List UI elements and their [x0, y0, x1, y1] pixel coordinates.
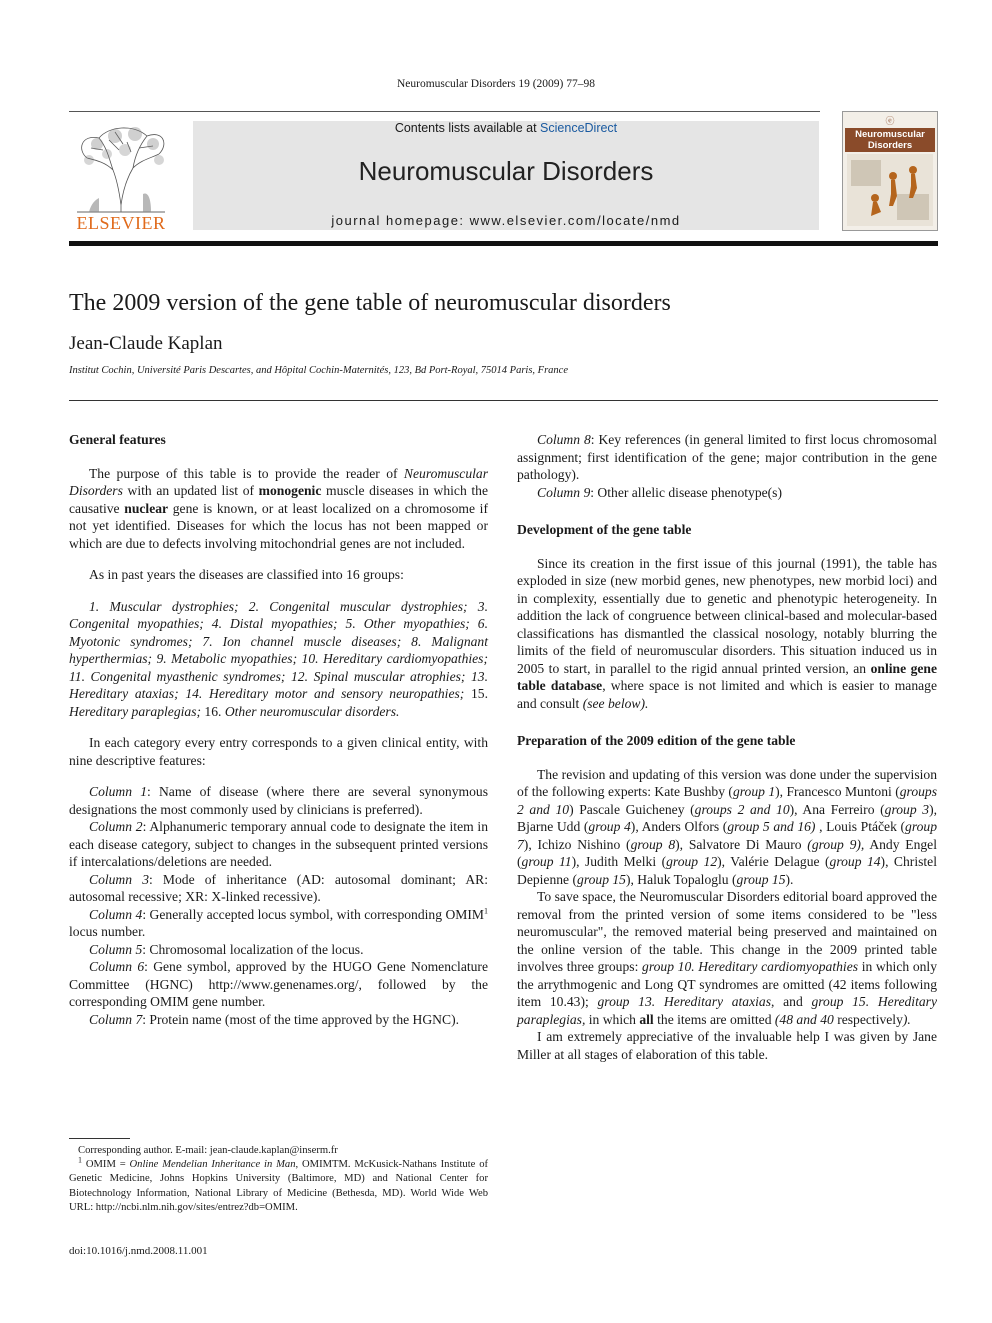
banner-top-rule [69, 111, 820, 112]
column-3-description: Column 3: Mode of inheritance (AD: autosomal dominant; AR: autosomal recessive; XR: X-linked recessive). [69, 871, 489, 904]
running-head: Neuromuscular Disorders 19 (2009) 77–98 [396, 78, 595, 90]
column-9-description: Column 9: Other allelic disease phenotype(s) [537, 484, 783, 500]
journal-title: Neuromuscular Disorders [358, 156, 654, 186]
cover-title-line1: Neuromuscular [855, 129, 925, 140]
paragraph-purpose: The purpose of this table is to provide the reader of Neuromuscular Disorders with an updated list of monogenic muscle diseases in which the causative nuclear gene is known, or at least localized on a chromosome if not yet identified. Diseases for which the locus has not been mapped or which are due to defects involving mitochondrial genes are not included. [69, 465, 488, 551]
footnote-ref-1[interactable]: 1 [484, 905, 488, 915]
header-thick-rule [69, 241, 938, 246]
paragraph-development: Since its creation in the first issue of this journal (1991), the table has exploded in size (new morbid genes, new phenotypes, new morbid loci) and in complexity, essentially due to genetic and phenotypic heterogeneity. In addition the lack of congruence between clinical-based and molecular-based classifications has dismantled the classical nosology, notably blurring the limits of the field of neuromuscular disorders. This situation induced us in 2005 to start, in parallel to the rigid annual printed version, an online gene table database, where space is not limited and which is easier to manage and consult (see below). [517, 555, 938, 711]
footnotes [69, 1144, 488, 1215]
paragraph-experts: The revision and updating of this version was done under the supervision of the following experts: Kate Bushby (group 1), Francesco Muntoni (groups 2 and 10) Pascale Guicheney (groups 2 and 10), Ana Ferreiro (group 3), Bjarne Udd (group 4), Anders Olfors (group 5 and 16) , Louis Ptáček (group 7), Ichizo Nishino (group 8), Salvatore Di Mauro (group 9), Andy Engel (group 11), Judith Melki (group 12), Valérie Delague (group 14), Christel Depienne (group 15), Haluk Topaloglu (group 15). [517, 766, 938, 887]
contents-line [193, 121, 819, 135]
paragraph-acknowledgement: I am extremely appreciative of the invaluable help I was given by Jane Miller at all stages of elaboration of this table. [517, 1029, 937, 1062]
doi[interactable]: doi:10.1016/j.nmd.2008.11.001 [69, 1245, 208, 1257]
paragraph-features-intro: In each category every entry corresponds to a given clinical entity, with nine descriptive features: [69, 735, 488, 768]
corresponding-author-note: Corresponding author. E-mail: jean-claude.kaplan@inserm.fr [78, 1145, 338, 1156]
column-5-description: Column 5: Chromosomal localization of the locus. [89, 941, 364, 957]
section-heading-preparation: Preparation of the 2009 edition of the gene table [517, 733, 796, 748]
contents-prefix: Contents lists available at [394, 121, 537, 135]
column-1-description: Column 1: Name of disease (where there are several synonymous designations the most commonly used by clinicians is preferred). [69, 784, 488, 817]
column-7-description: Column 7: Protein name (most of the time approved by the HGNC). [89, 1011, 459, 1027]
column-4-description: Column 4: Generally accepted locus symbol, with corresponding OMIM$^1$ locus number. [69, 905, 488, 939]
column-8-description: Column 8: Key references (in general limited to first locus chromosomal assignment; first identification of the gene; major contribution in the gene pathology). [517, 432, 937, 482]
left-column [69, 431, 488, 1028]
right-column [517, 431, 937, 1063]
column-6-description: Column 6: Gene symbol, approved by the HUGO Gene Nomenclature Committee (HGNC) http://www.genenames.org/, followed by the corresponding OMIM gene number. [69, 959, 488, 1009]
sciencedirect-link[interactable]: ScienceDirect [540, 121, 618, 135]
footnote-1: $^1$ OMIM = Online Mendelian Inheritance in Man, OMIMTM. McKusick-Nathans Institute of Genetic Medicine, Johns Hopkins University (Baltimore, MD) and National Center for Biotechnology Information, National Library of Medicine (Bethesda, MD). World Wide Web URL: http://ncbi.nlm.nih.gov/sites/entrez?db=OMIM. [69, 1155, 489, 1213]
group-list: 1. Muscular dystrophies; 2. Congenital muscular dystrophies; 3. Congenital myopathies; 4. Distal myopathies; 5. Other myopathies; 6. Myotonic syndromes; 7. Ion channel muscle diseases; 8. Malignant hyperthermias; 9. Metabolic myopathies; 10. Hereditary cardiomyopathies; 11. Congenital myasthenic syndromes; 12. Spinal muscular atrophies; 13. Hereditary ataxias; 14. Hereditary motor and sensory neuropathies; 15. Hereditary paraplegias; 16. Other neuromuscular disorders. [69, 598, 488, 719]
journal-homepage[interactable]: journal homepage: www.elsevier.com/locate/nmd [331, 213, 681, 228]
author-name[interactable]: Jean-Claude Kaplan [69, 333, 223, 354]
cover-title-line2: Disorders [867, 140, 913, 151]
paragraph-classification: As in past years the diseases are classified into 16 groups: [89, 567, 404, 582]
title-block-rule [69, 400, 938, 401]
article-title: The 2009 version of the gene table of neuromuscular disorders [69, 290, 671, 316]
author-affiliation: Institut Cochin, Université Paris Descartes, and Hôpital Cochin-Maternités, 123, Bd Port-Royal, 75014 Paris, France [69, 365, 568, 376]
cover-title [845, 128, 935, 152]
cover-illustration-icon [847, 154, 933, 226]
column-2-description: Column 2: Alphanumeric temporary annual code to designate the item in each disease category, subject to changes in the subsequent printed versions if intercalations/deletions are needed. [69, 819, 488, 869]
section-heading-development: Development of the gene table [517, 522, 692, 537]
section-heading-general-features: General features [69, 432, 166, 447]
elsevier-wordmark: ELSEVIER [76, 213, 166, 233]
paragraph-space-saving: To save space, the Neuromuscular Disorders editorial board approved the removal from the printed version of some items considered to be "less neuromuscular", the removed material being preserved and maintained on the online version of the table. This change in the 2009 printed table involves three groups: group 10. Hereditary cardiomyopathies in which only the arrythmogenic and Long QT syndromes are omitted (42 items following item 10.43); group 13. Hereditary ataxias, and group 15. Hereditary paraplegias, in which all the items are omitted (48 and 40 respectively). [517, 889, 937, 1027]
footnote-rule [69, 1138, 130, 1139]
cover-logo-icon: ⓔ [885, 116, 895, 126]
journal-cover-thumbnail [842, 111, 938, 231]
elsevier-logo [69, 120, 173, 233]
